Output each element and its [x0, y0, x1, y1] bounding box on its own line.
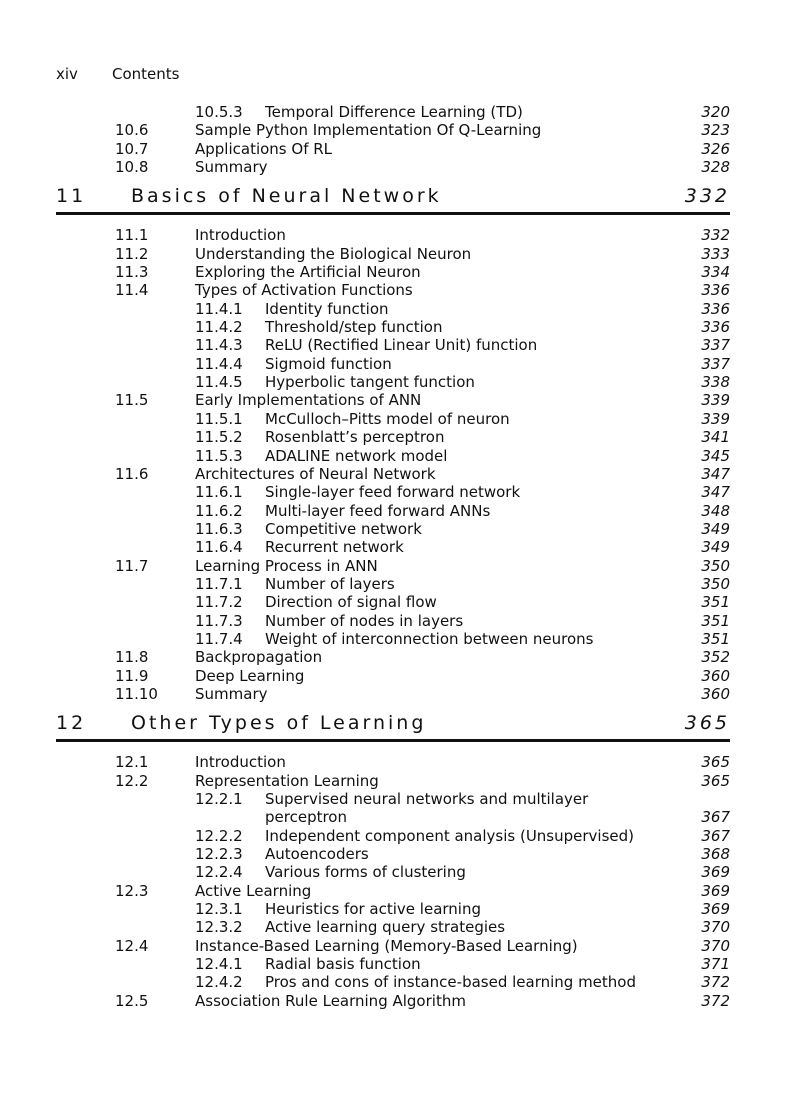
toc-entry-title: Sigmoid function — [265, 354, 392, 373]
toc-entry — [56, 630, 730, 648]
toc-entry-page: 352 — [701, 648, 730, 667]
toc-entry-title: Introduction — [195, 753, 286, 772]
toc-entry — [56, 483, 730, 501]
toc-entry-page: 347 — [701, 464, 730, 483]
toc-entry-number: 11.4.5 — [195, 373, 243, 392]
toc-entry-number: 12.5 — [115, 991, 149, 1010]
toc-entry-title: Number of nodes in layers — [265, 611, 464, 630]
toc-entry-title: Independent component analysis (Unsupervised) — [265, 826, 635, 845]
toc-entry — [56, 410, 730, 428]
toc-entry-title: Identity function — [265, 299, 389, 318]
toc-entry-title: Heuristics for active learning — [265, 900, 481, 919]
toc-entry — [56, 391, 730, 409]
toc-entry-number: 11.7.1 — [195, 574, 243, 593]
toc-entry-page: 350 — [701, 574, 730, 593]
chapter-page: 365 — [684, 712, 730, 735]
toc-entry-page: 360 — [701, 684, 730, 703]
toc-entry-number: 12.3 — [115, 881, 149, 900]
toc-entry — [56, 575, 730, 593]
toc-entry-page: 369 — [701, 863, 730, 882]
toc-entry-number: 12.4 — [115, 936, 149, 955]
toc-entry — [56, 790, 730, 808]
chapter-number: 11 — [56, 185, 87, 208]
toc-entry-page: 365 — [701, 771, 730, 790]
toc-entry-title: Instance-Based Learning (Memory-Based Learning) — [195, 936, 578, 955]
toc-entry-page: 369 — [701, 881, 730, 900]
chapter-heading — [56, 711, 730, 742]
toc-entry-number: 12.3.2 — [195, 918, 243, 937]
toc-entry-page: 338 — [701, 373, 730, 392]
toc-entry — [56, 465, 730, 483]
toc-entry-page: 372 — [701, 973, 730, 992]
toc-entry-page: 367 — [701, 826, 730, 845]
toc-entry — [56, 955, 730, 973]
toc-entry-title: Deep Learning — [195, 666, 305, 685]
toc-entry-title: Recurrent network — [265, 538, 404, 557]
running-head-title: Contents — [112, 65, 180, 83]
spacer — [56, 742, 730, 753]
toc-entry — [56, 753, 730, 771]
toc-entry — [56, 900, 730, 918]
toc-entry — [56, 103, 730, 121]
toc-entry — [56, 245, 730, 263]
toc-entry-page: 341 — [701, 428, 730, 447]
toc-entry-number: 12.4.1 — [195, 955, 243, 974]
toc-entry-number: 11.2 — [115, 244, 149, 263]
toc-entry-number: 11.7 — [115, 556, 149, 575]
chapter-title: Other Types of Learning — [131, 712, 427, 735]
toc-entry — [56, 918, 730, 936]
toc-entry — [56, 502, 730, 520]
toc-entry-title: Temporal Difference Learning (TD) — [265, 103, 523, 121]
toc-entry — [56, 447, 730, 465]
toc-entry-number: 11.4.3 — [195, 336, 243, 355]
toc-entry-title: Supervised neural networks and multilayer — [265, 790, 589, 808]
toc-entry — [56, 772, 730, 790]
toc-entry-page: 332 — [701, 226, 730, 245]
toc-entry — [56, 373, 730, 391]
toc-entry-title: ReLU (Rectified Linear Unit) function — [265, 336, 538, 355]
toc-entry-title: Radial basis function — [265, 955, 421, 974]
toc-entry-page: 372 — [701, 991, 730, 1010]
toc-entry-title: Weight of interconnection between neurons — [265, 629, 594, 648]
toc-entry-page: 326 — [701, 139, 730, 158]
toc-entry-page: 337 — [701, 354, 730, 373]
toc-entry-title: Single-layer feed forward network — [265, 483, 521, 502]
toc-entry — [56, 538, 730, 556]
toc-entry-page: 370 — [701, 918, 730, 937]
toc-entry — [56, 140, 730, 158]
spacer — [56, 703, 730, 711]
toc-entry-page: 348 — [701, 501, 730, 520]
toc-entry — [56, 318, 730, 336]
toc-entry-number: 12.1 — [115, 753, 149, 772]
toc-entry-number: 11.6 — [115, 464, 149, 483]
toc-entry-number: 11.5.1 — [195, 409, 243, 428]
toc-entry — [56, 863, 730, 881]
toc-entry-title: Pros and cons of instance-based learning method — [265, 973, 637, 992]
toc-entry-page: 371 — [701, 955, 730, 974]
page-folio: xiv — [56, 65, 78, 83]
toc-entry-title: McCulloch–Pitts model of neuron — [265, 409, 510, 428]
toc-entry — [56, 281, 730, 299]
toc-entry-page: 337 — [701, 336, 730, 355]
toc-entry-title: Autoencoders — [265, 845, 369, 864]
toc-entry — [56, 612, 730, 630]
toc-entry-title: perceptron — [265, 808, 347, 827]
toc-entry-number: 12.2.4 — [195, 863, 243, 882]
toc-entry-title: Hyperbolic tangent function — [265, 373, 475, 392]
toc-entry-number: 11.5 — [115, 391, 149, 410]
toc-entry-title: Understanding the Biological Neuron — [195, 244, 472, 263]
toc-entry-number: 10.8 — [115, 158, 149, 177]
toc-entry — [56, 882, 730, 900]
toc-entry — [56, 226, 730, 244]
toc-entry-number: 11.3 — [115, 263, 149, 282]
toc-entry-number: 11.9 — [115, 666, 149, 685]
toc-entry — [56, 593, 730, 611]
toc-entry-page: 320 — [701, 103, 730, 121]
toc-entry-title: Backpropagation — [195, 648, 323, 667]
toc-entry-page: 369 — [701, 900, 730, 919]
chapter-number: 12 — [56, 712, 87, 735]
toc-entry — [56, 937, 730, 955]
toc-entry-title: Early Implementations of ANN — [195, 391, 422, 410]
toc-entry-number: 11.6.2 — [195, 501, 243, 520]
toc-entry — [56, 557, 730, 575]
toc-entry-title: Representation Learning — [195, 771, 379, 790]
toc-entry-page: 328 — [701, 158, 730, 177]
toc-entry-title: Summary — [195, 158, 268, 177]
toc-entry — [56, 992, 730, 1010]
toc-entry-title: Number of layers — [265, 574, 395, 593]
toc-entry-number: 11.4 — [115, 281, 149, 300]
toc-entry-number: 10.7 — [115, 139, 149, 158]
toc-entry-page: 339 — [701, 409, 730, 428]
toc-entry — [56, 827, 730, 845]
toc-entry-number: 11.6.3 — [195, 519, 243, 538]
toc-entry-page: 351 — [701, 611, 730, 630]
toc-entry-title: Multi-layer feed forward ANNs — [265, 501, 491, 520]
toc-entry-title: Rosenblatt’s perceptron — [265, 428, 445, 447]
toc-entry-title: Types of Activation Functions — [195, 281, 413, 300]
toc-entry-page: 334 — [701, 263, 730, 282]
toc-entry-number: 12.2.1 — [195, 790, 243, 808]
toc-entry — [56, 808, 730, 826]
toc-entry-title: Threshold/step function — [265, 318, 443, 337]
toc-entry-page: 323 — [701, 121, 730, 140]
toc-entry-title: ADALINE network model — [265, 446, 448, 465]
toc-entry-page: 351 — [701, 629, 730, 648]
toc-entry-number: 10.5.3 — [195, 103, 243, 121]
toc-entry-number: 11.6.4 — [195, 538, 243, 557]
spacer — [56, 176, 730, 184]
toc-entry-number: 12.2.2 — [195, 826, 243, 845]
toc-entry-title: Direction of signal flow — [265, 593, 437, 612]
toc-entry-number: 12.2 — [115, 771, 149, 790]
toc-entry-number: 11.4.2 — [195, 318, 243, 337]
toc-entry-number: 12.4.2 — [195, 973, 243, 992]
toc-entry — [56, 973, 730, 991]
toc-entry-page: 333 — [701, 244, 730, 263]
toc-entry — [56, 336, 730, 354]
toc-entry-title: Association Rule Learning Algorithm — [195, 991, 466, 1010]
toc-entry-page: 350 — [701, 556, 730, 575]
toc-entry-number: 11.7.4 — [195, 629, 243, 648]
toc-entry-title: Active Learning — [195, 881, 312, 900]
toc-entry — [56, 158, 730, 176]
toc-entry-page: 339 — [701, 391, 730, 410]
toc-entry-number: 11.7.2 — [195, 593, 243, 612]
toc-entry-page: 367 — [701, 808, 730, 827]
toc-entry-number: 11.4.4 — [195, 354, 243, 373]
toc-entry — [56, 300, 730, 318]
toc-entry — [56, 263, 730, 281]
toc-entry-title: Introduction — [195, 226, 286, 245]
toc-entry-title: Applications Of RL — [195, 139, 333, 158]
toc-entry-page: 365 — [701, 753, 730, 772]
toc-entry-page: 368 — [701, 845, 730, 864]
toc-entry-page: 370 — [701, 936, 730, 955]
toc-entry-title: Learning Process in ANN — [195, 556, 378, 575]
toc-entry-number: 11.5.3 — [195, 446, 243, 465]
toc-entry — [56, 121, 730, 139]
toc-entry-number: 11.1 — [115, 226, 149, 245]
toc-entry-page: 360 — [701, 666, 730, 685]
toc-entry — [56, 355, 730, 373]
toc-entry-title: Summary — [195, 684, 268, 703]
toc-entry-number: 11.4.1 — [195, 299, 243, 318]
toc-entry — [56, 685, 730, 703]
toc-entry — [56, 520, 730, 538]
toc-entry-title: Sample Python Implementation Of Q-Learning — [195, 121, 542, 140]
toc-entry-page: 336 — [701, 299, 730, 318]
toc-entry-page: 351 — [701, 593, 730, 612]
toc-entry-number: 12.2.3 — [195, 845, 243, 864]
toc-entry — [56, 667, 730, 685]
toc-entry — [56, 845, 730, 863]
toc-entry-title: Various forms of clustering — [265, 863, 466, 882]
toc-entry-page: 345 — [701, 446, 730, 465]
toc-entry-number: 11.8 — [115, 648, 149, 667]
toc-entry-number: 11.6.1 — [195, 483, 243, 502]
toc-entry — [56, 648, 730, 666]
toc-entry-number: 11.5.2 — [195, 428, 243, 447]
chapter-heading — [56, 184, 730, 215]
toc-entry-number: 11.10 — [115, 684, 158, 703]
toc-entry-title: Competitive network — [265, 519, 422, 538]
toc-entry-title: Architectures of Neural Network — [195, 464, 436, 483]
toc-entry-number: 12.3.1 — [195, 900, 243, 919]
chapter-page: 332 — [684, 185, 730, 208]
spacer — [56, 215, 730, 226]
table-of-contents — [56, 103, 730, 1010]
toc-entry-title: Exploring the Artificial Neuron — [195, 263, 421, 282]
toc-entry-title: Active learning query strategies — [265, 918, 506, 937]
toc-entry-page: 349 — [701, 519, 730, 538]
toc-entry-page: 349 — [701, 538, 730, 557]
toc-entry — [56, 428, 730, 446]
toc-entry-number: 10.6 — [115, 121, 149, 140]
toc-entry-number: 11.7.3 — [195, 611, 243, 630]
toc-entry-page: 336 — [701, 318, 730, 337]
toc-entry-page: 336 — [701, 281, 730, 300]
toc-entry-page: 347 — [701, 483, 730, 502]
chapter-title: Basics of Neural Network — [131, 185, 442, 208]
